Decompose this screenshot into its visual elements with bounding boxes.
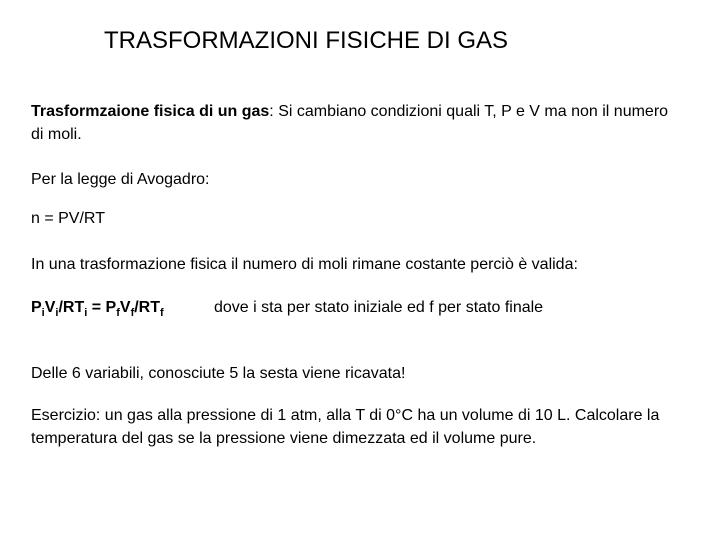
formula-v: V	[119, 299, 131, 316]
page-title: TRASFORMAZIONI FISICHE DI GAS	[104, 27, 509, 54]
ratio-formula	[31, 296, 164, 321]
formula-sub-i: i	[84, 307, 88, 319]
formula-sub-f: f	[116, 307, 120, 319]
formula-sub-f: f	[160, 307, 164, 319]
formula-p: P	[31, 299, 42, 316]
intro-term: Trasformzaione fisica di un gas	[31, 103, 270, 120]
validity-line: In una trasformazione fisica il numero di moli rimane costante perciò è valida:	[31, 256, 578, 273]
formula-sub-i: i	[41, 307, 45, 319]
intro-text: : Si cambiano condizioni quali T, P e V ma non il numero di moli.	[31, 103, 669, 143]
formula-line: n = PV/RT	[31, 210, 105, 227]
formula-eq-p: = P	[87, 299, 117, 316]
avogadro-line: Per la legge di Avogadro:	[31, 171, 210, 188]
formula-sub-f: f	[130, 307, 135, 319]
state-note: dove i sta per stato iniziale ed f per stato finale	[214, 299, 544, 316]
formula-v: V	[44, 299, 56, 316]
variables-line: Delle 6 variabili, conosciute 5 la sesta viene ricavata!	[31, 365, 406, 382]
intro-paragraph	[31, 100, 671, 146]
formula-sub-i: i	[55, 307, 59, 319]
formula-rt: /RT	[58, 299, 85, 316]
exercise-paragraph: Esercizio: un gas alla pressione di 1 atm, alla T di 0°C ha un volume di 10 L. Calcolare la temperatura del gas se la pressione viene dimezzata ed il volume pure.	[31, 407, 660, 447]
formula-rt: /RT	[134, 299, 161, 316]
